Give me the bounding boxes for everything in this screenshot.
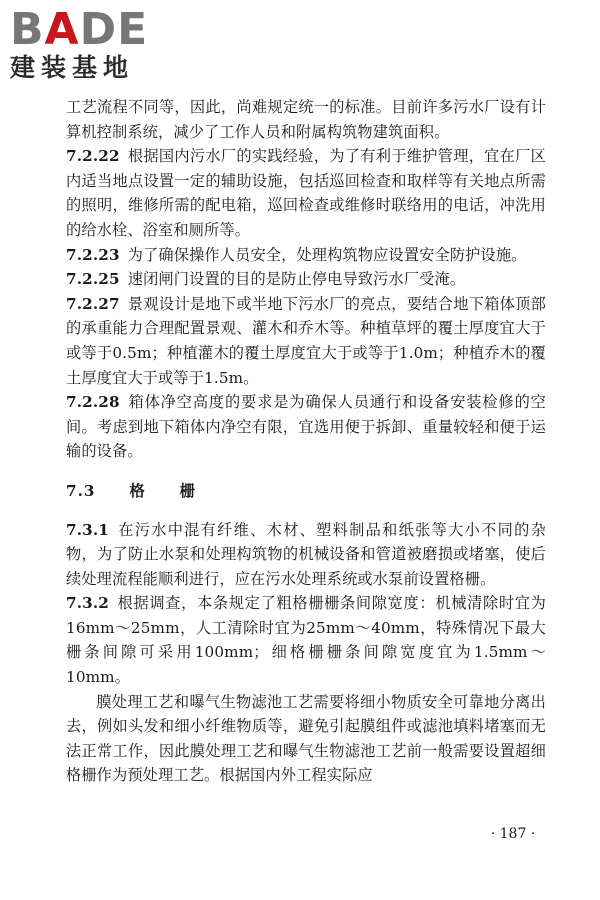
logo-letter-a: A bbox=[44, 4, 80, 55]
logo-subtitle: 建装基地 bbox=[10, 53, 135, 82]
clause-7-3-2 bbox=[66, 591, 546, 689]
clause-text: 景观设计是地下或半地下污水厂的亮点，要结合地下箱体顶部的承重能力合理配置景观、灌木和乔木等。种植草坪的覆土厚度宜大于或等于0.5m；种植灌木的覆土厚度宜大于或等于1.0m；种植乔木的覆土厚度宜大于或等于1.5m。 bbox=[66, 294, 546, 387]
page-number: · 187 · bbox=[490, 826, 536, 842]
clause-number: 7.3.2 bbox=[66, 594, 110, 613]
clause-text: 根据国内污水厂的实践经验，为了有利于维护管理，宜在厂区内适当地点设置一定的辅助设施，包括巡回检查和取样等有关地点所需的照明，维修所需的配电箱，巡回检查或维修时联络用的电话，冲洗用的给水栓、浴室和厕所等。 bbox=[66, 147, 546, 239]
clause-7-2-28 bbox=[66, 390, 546, 464]
clause-text: 为了确保操作人员安全，处理构筑物应设置安全防护设施。 bbox=[127, 245, 527, 264]
clause-number: 7.3.1 bbox=[66, 520, 110, 539]
clause-text: 根据调查，本条规定了粗格栅栅条间隙宽度：机械清除时宜为16mm～25mm，人工清除时宜为25mm～40mm，特殊情况下最大栅条间隙可采用100mm；细格栅栅条间隙宽度宜为1.5mm～10mm。 bbox=[66, 594, 546, 687]
brand-logo bbox=[10, 6, 175, 84]
document-body bbox=[66, 95, 546, 788]
clause-7-2-27 bbox=[66, 292, 546, 390]
paragraph-continuation bbox=[66, 95, 546, 144]
section-title-part1: 格 bbox=[129, 481, 146, 500]
clause-number: 7.2.27 bbox=[66, 294, 120, 313]
paragraph-text: 工艺流程不同等，因此，尚难规定统一的标准。目前许多污水厂设有计算机控制系统，减少了工作人员和附属构筑物建筑面积。 bbox=[66, 98, 546, 141]
logo-letters-de: DE bbox=[79, 4, 149, 55]
clause-text: 在污水中混有纤维、木材、塑料制品和纸张等大小不同的杂物，为了防止水泵和处理构筑物的机械设备和管道被磨损或堵塞，使后续处理流程能顺利进行，应在污水处理系统或水泵前设置格栅。 bbox=[66, 520, 546, 588]
section-heading bbox=[66, 479, 546, 504]
clause-7-2-22 bbox=[66, 144, 546, 242]
logo-letter-b: B bbox=[10, 4, 45, 55]
clause-number: 7.2.25 bbox=[66, 270, 120, 289]
clause-number: 7.2.23 bbox=[66, 245, 120, 264]
clause-text: 箱体净空高度的要求是为确保人员通行和设备安装检修的空间。考虑到地下箱体内净空有限，宜选用便于拆卸、重量较轻和便于运输的设备。 bbox=[66, 393, 546, 461]
closing-paragraph: 膜处理工艺和曝气生物滤池工艺需要将细小物质安全可靠地分离出去，例如头发和细小纤维物质等，避免引起膜组件或滤池填料堵塞而无法正常工作，因此膜处理工艺和曝气生物滤池工艺前一般需要设置超细格栅作为预处理工艺。根据国内外工程实际应 bbox=[66, 692, 546, 785]
section-title-part2: 栅 bbox=[179, 481, 196, 500]
section-number: 7.3 bbox=[66, 481, 96, 500]
clause-number: 7.2.28 bbox=[66, 393, 120, 412]
clause-7-3-1 bbox=[66, 518, 546, 592]
clause-number: 7.2.22 bbox=[66, 147, 120, 166]
clause-text: 速闭闸门设置的目的是防止停电导致污水厂受淹。 bbox=[127, 270, 466, 289]
clause-7-2-25 bbox=[66, 267, 546, 292]
logo-wordmark bbox=[10, 6, 175, 54]
clause-7-2-23 bbox=[66, 243, 546, 268]
